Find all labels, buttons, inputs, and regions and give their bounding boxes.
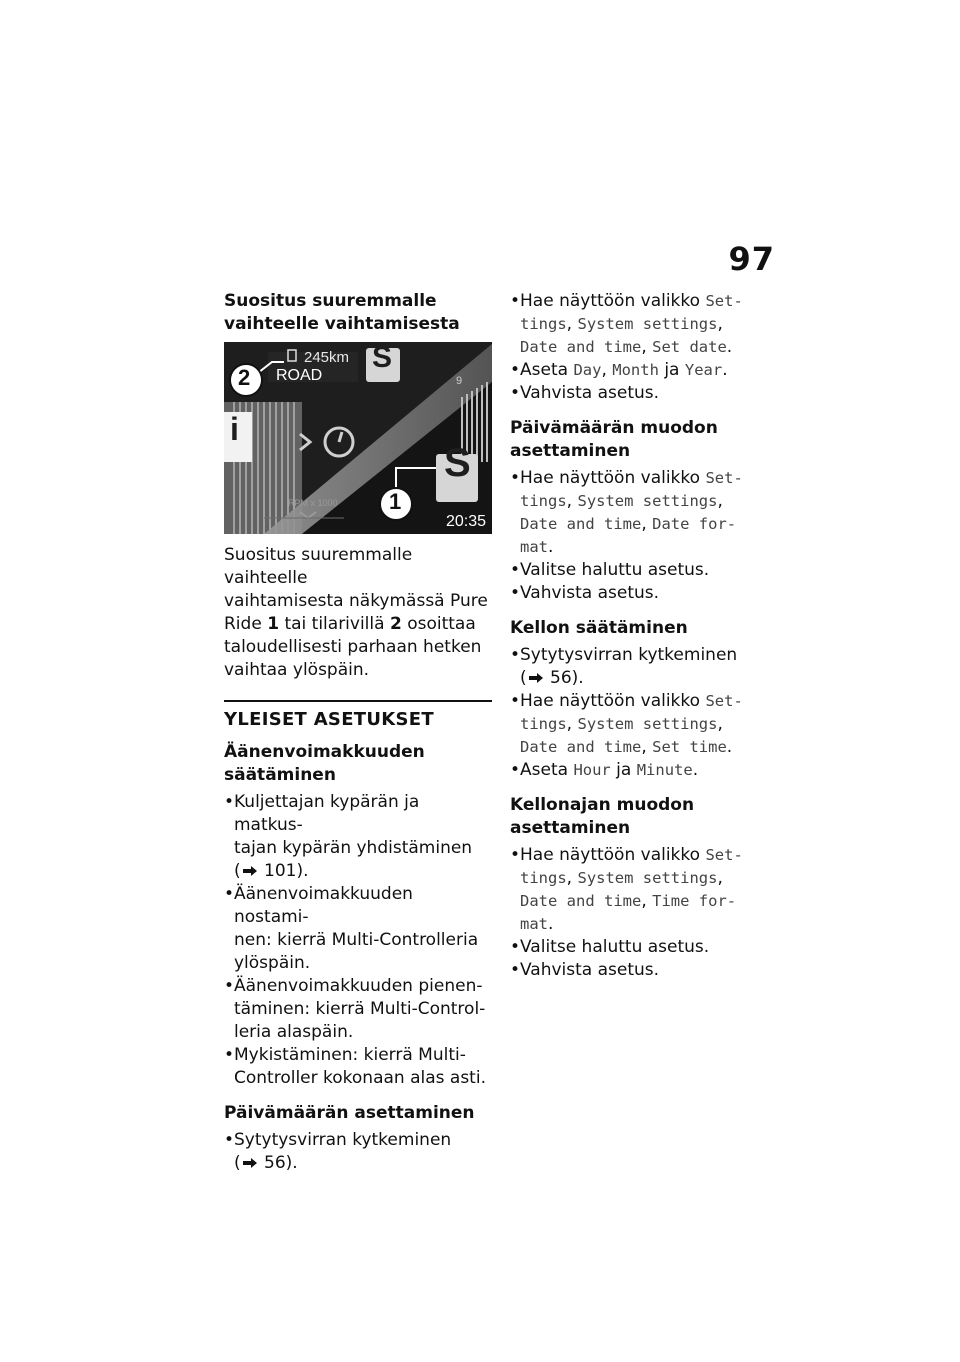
page-number: 97 <box>728 240 775 278</box>
heading-time-format: Kellonajan muodon asettaminen <box>510 795 695 838</box>
list-item: • Äänenvoimakkuuden nostami- nen: kierrä Multi-Controlleria ylöspäin. <box>224 883 492 975</box>
list-item: • Mykistäminen: kierrä Multi- Controller kokonaan alas asti. <box>224 1044 492 1090</box>
heading-upshift-recommendation: Suositus suuremmalle vaihteelle vaihtamisesta <box>224 291 460 334</box>
list-item: • Sytytysvirran kytkeminen ( 56). <box>510 644 772 690</box>
heading-volume: Äänenvoimakkuuden säätäminen <box>224 742 425 785</box>
section-title: YLEISET ASETUKSET <box>224 709 434 730</box>
heading-date-format: Päivämäärän muodon asettaminen <box>510 418 718 461</box>
figure-rpm-label: RPM x 1000 <box>288 498 338 508</box>
figure-gear-bottom: S <box>444 441 471 485</box>
list-item: • Vahvista asetus. <box>510 382 772 405</box>
figure-gear-top: S <box>372 342 393 374</box>
info-icon: i <box>230 411 239 447</box>
figure-clock: 20:35 <box>446 513 487 530</box>
list-item: • Hae näyttöön valikko Set- tings, System settings, Date and time, Date for- mat. <box>510 467 772 559</box>
list-item: • Hae näyttöön valikko Set- tings, System settings, Date and time, Set time. <box>510 690 772 759</box>
left-column <box>224 290 492 1187</box>
section-divider <box>224 700 492 702</box>
list-item: • Aseta Day, Month ja Year. <box>510 359 772 382</box>
callout-1: 1 <box>389 489 402 514</box>
page-ref-arrow-icon <box>243 1158 257 1168</box>
upshift-paragraph: Suositus suuremmalle vaihteelle vaihtamisesta näkymässä Pure Ride 1 tai tilarivillä 2 osoittaa taloudellisesti parhaan hetken vaihtaa ylöspäin. <box>224 545 488 680</box>
right-column <box>510 290 772 994</box>
list-item: • Kuljettajan kypärän ja matkus- tajan kypärän yhdistäminen ( 101). <box>224 791 492 883</box>
dashboard-figure <box>224 342 492 534</box>
time-format-list <box>510 844 772 982</box>
clock-list <box>510 644 772 782</box>
volume-list <box>224 791 492 1090</box>
figure-mode-label: ROAD <box>276 367 323 384</box>
list-item: • Sytytysvirran kytkeminen ( 56). <box>224 1129 492 1175</box>
figure-tick-label: 9 <box>456 375 463 387</box>
dashboard-illustration <box>224 342 492 534</box>
date-format-list <box>510 467 772 605</box>
date-list-left <box>224 1129 492 1175</box>
list-item: • Aseta Hour ja Minute. <box>510 759 772 782</box>
list-item: • Vahvista asetus. <box>510 582 772 605</box>
heading-set-date: Päivämäärän asettaminen <box>224 1103 475 1123</box>
list-item: • Valitse haluttu asetus. <box>510 936 772 959</box>
page-ref-arrow-icon <box>243 866 257 876</box>
page-ref-arrow-icon <box>529 673 543 683</box>
date-list-right <box>510 290 772 405</box>
list-item: • Vahvista asetus. <box>510 959 772 982</box>
list-item: • Äänenvoimakkuuden pienen- täminen: kierrä Multi-Control- leria alaspäin. <box>224 975 492 1044</box>
list-item: • Hae näyttöön valikko Set- tings, System settings, Date and time, Time for- mat. <box>510 844 772 936</box>
figure-range-readout: 245km <box>304 349 350 366</box>
list-item: • Valitse haluttu asetus. <box>510 559 772 582</box>
list-item: • Hae näyttöön valikko Set- tings, System settings, Date and time, Set date. <box>510 290 772 359</box>
heading-clock: Kellon säätäminen <box>510 618 688 638</box>
callout-2: 2 <box>238 365 251 390</box>
